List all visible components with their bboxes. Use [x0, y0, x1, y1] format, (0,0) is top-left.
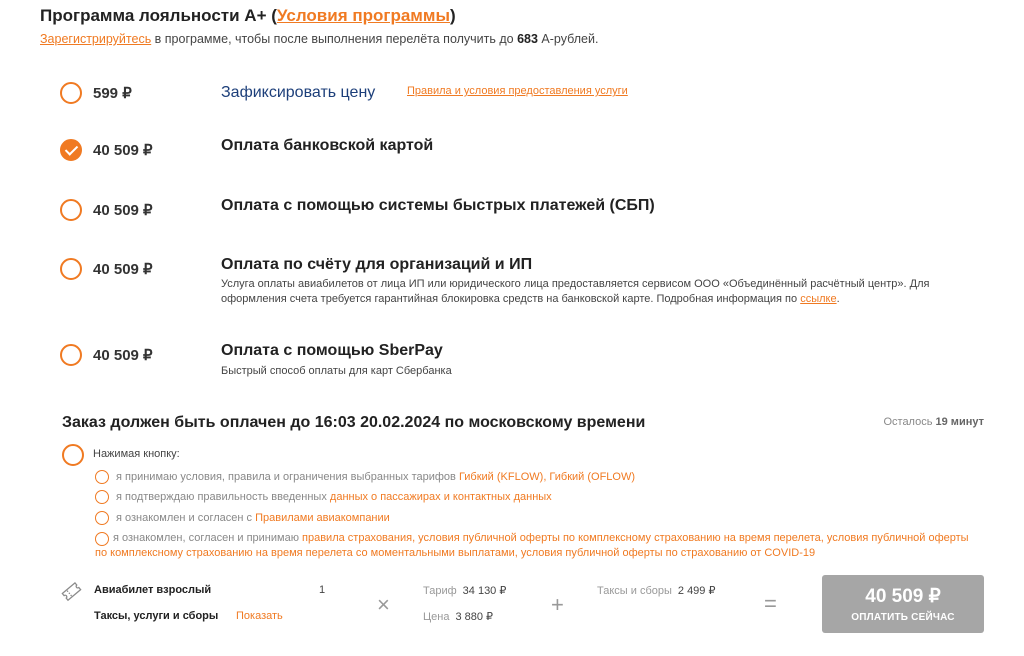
loyalty-amount: 683: [517, 32, 538, 46]
taxes-fees-label: Таксы и сборы: [597, 585, 672, 597]
agree-tariff-label: я принимаю условия, правила и ограничения выбранных тарифов: [116, 471, 459, 483]
option-desc-invoice: [221, 277, 991, 307]
service-rules-link[interactable]: Правила и условия предоставления услуги: [407, 85, 628, 97]
option-radio-invoice[interactable]: [60, 258, 82, 280]
option-price: 40 509 ₽: [93, 347, 153, 364]
option-radio-fix-price[interactable]: [60, 82, 82, 104]
ticket-icon: [60, 580, 82, 602]
agree-insurance-text: [95, 531, 975, 561]
tariff-rules-link[interactable]: Гибкий (KFLOW), Гибкий (OFLOW): [458, 471, 636, 483]
show-taxes-link[interactable]: Показать: [236, 610, 283, 622]
option-radio-sbp[interactable]: [60, 199, 82, 221]
taxes-fees-line: [597, 584, 715, 597]
option-title-bank-card[interactable]: Оплата банковской картой: [221, 137, 434, 154]
option-title-sbp[interactable]: Оплата с помощью системы быстрых платежей (СБП): [221, 197, 655, 214]
agree-airline-label: я ознакомлен и согласен с: [116, 512, 256, 524]
pay-now-label: ОПЛАТИТЬ СЕЙЧАС: [851, 612, 955, 623]
register-link[interactable]: Зарегистрируйтесь: [40, 32, 152, 46]
multiply-sign: ×: [377, 592, 390, 617]
option-price: 40 509 ₽: [93, 261, 153, 278]
insurance-rules-link[interactable]: правила страхования, условия публичной оферты по комплексному страхованию на время перелета, условия публичной оферты по комплексному страхованию на время перелета со моментальными выплатами, условия публичной оферты по страхованию от COVID-19: [95, 532, 969, 559]
tariff-label: Тариф: [423, 585, 457, 597]
option-desc-sberpay: Быстрый способ оплаты для карт Сбербанка: [221, 365, 452, 377]
agree-tariff-text: [116, 469, 635, 485]
tariff-line: [423, 584, 506, 597]
agree-tariff-radio[interactable]: [95, 470, 109, 484]
agree-passengers-radio[interactable]: [95, 490, 109, 504]
tariff-value: 34 130 ₽: [462, 585, 507, 597]
loyalty-title-text: Программа лояльности А+ (: [40, 6, 277, 25]
pay-now-button[interactable]: [822, 575, 984, 633]
passenger-count: 1: [319, 584, 326, 596]
loyalty-subtitle: [40, 32, 598, 46]
option-radio-bank-card[interactable]: [60, 139, 82, 161]
option-title-invoice[interactable]: Оплата по счёту для организаций и ИП: [221, 256, 533, 273]
equals-sign: =: [764, 591, 777, 616]
agree-all-radio[interactable]: [62, 444, 84, 466]
option-price: 599 ₽: [93, 85, 132, 102]
option-price: 40 509 ₽: [93, 142, 153, 159]
invoice-desc-end: .: [836, 293, 840, 305]
invoice-details-link[interactable]: ссылке: [800, 293, 837, 305]
time-remaining: [883, 416, 984, 428]
payment-deadline: Заказ должен быть оплачен до 16:03 20.02.2024 по московскому времени: [62, 414, 646, 431]
pay-total: 40 509 ₽: [865, 586, 941, 607]
agree-passengers-text: [116, 489, 552, 505]
fix-price-link[interactable]: Зафиксировать цену: [221, 84, 376, 101]
plus-sign: +: [551, 592, 564, 617]
passenger-data-link[interactable]: данных о пассажирах и контактных данных: [329, 491, 552, 503]
program-terms-link[interactable]: Условия программы: [276, 6, 450, 25]
taxes-services-label: Таксы, услуги и сборы: [94, 610, 219, 622]
agree-passengers-label: я подтверждаю правильность введенных: [116, 491, 330, 503]
invoice-desc-text: Услуга оплаты авиабилетов от лица ИП или юридического лица предоставляется сервисом ООО «Объединённый расчётный центр». Для оформления счета требуется гарантийная блокировка средств на банковской карте. Подробная информация по: [221, 278, 930, 305]
taxes-fees-value: 2 499 ₽: [677, 585, 716, 597]
loyalty-title: [40, 6, 456, 26]
option-price: 40 509 ₽: [93, 202, 153, 219]
passenger-type: Авиабилет взрослый: [94, 584, 212, 596]
loyalty-text-2: А-рублей.: [537, 32, 599, 46]
agree-airline-rules-text: [116, 510, 390, 526]
airline-rules-link[interactable]: Правилами авиакомпании: [255, 512, 390, 524]
time-remaining-label: Осталось: [883, 416, 936, 428]
price-line: [423, 610, 493, 623]
time-remaining-value: 19 минут: [935, 416, 984, 428]
agree-airline-rules-radio[interactable]: [95, 511, 109, 525]
agree-press-label: Нажимая кнопку:: [93, 448, 180, 460]
loyalty-text-1: в программе, чтобы после выполнения перелёта получить до: [151, 32, 518, 46]
price-label: Цена: [423, 611, 450, 623]
option-title-sberpay[interactable]: Оплата с помощью SberPay: [221, 342, 443, 359]
price-value: 3 880 ₽: [455, 611, 494, 623]
agree-insurance-label: я ознакомлен, согласен и принимаю: [113, 532, 303, 544]
option-radio-sberpay[interactable]: [60, 344, 82, 366]
loyalty-title-close: ): [449, 6, 456, 25]
